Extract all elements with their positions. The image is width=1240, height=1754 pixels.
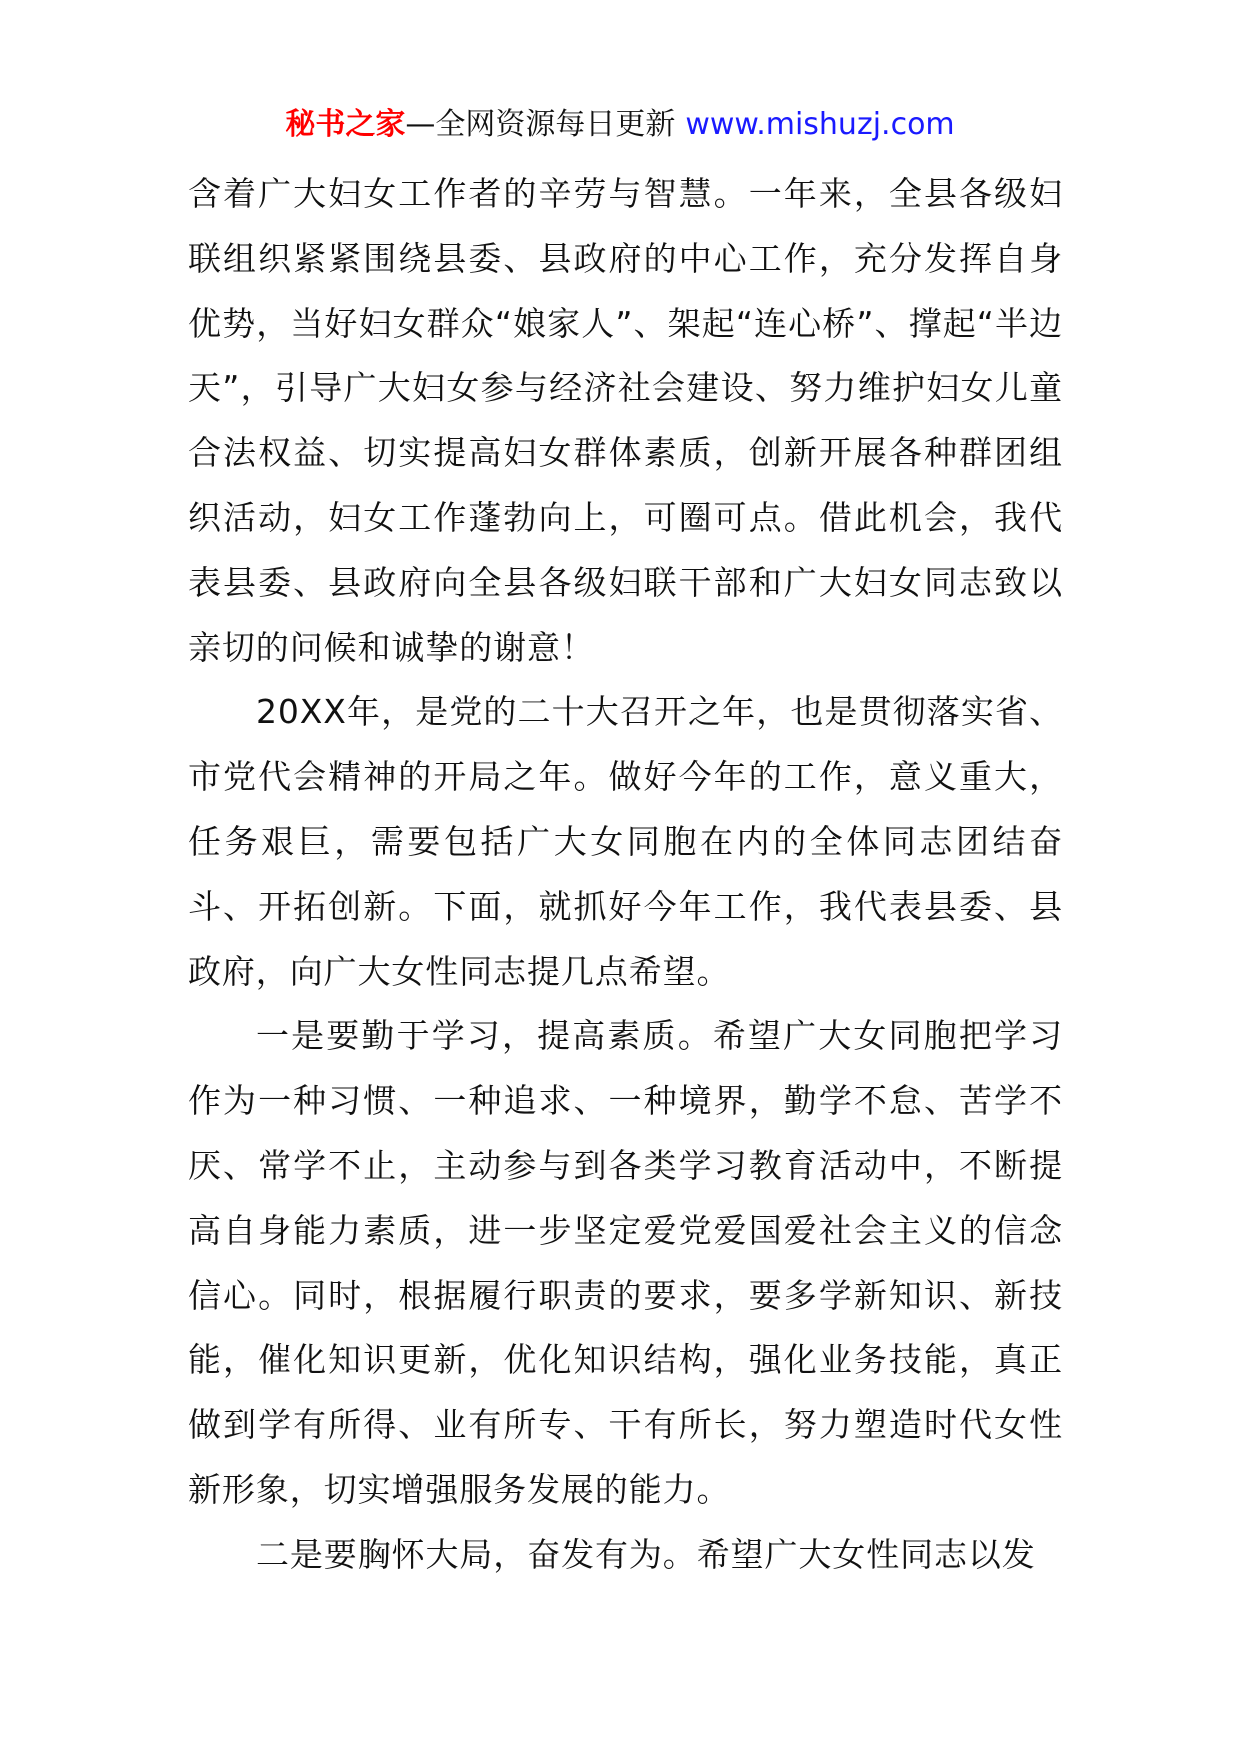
paragraph-point-two: 二是要胸怀大局，奋发有为。希望广大女性同志以发 bbox=[256, 1534, 1036, 1574]
site-header bbox=[0, 104, 1240, 146]
site-url-link[interactable]: www.mishuzj.com bbox=[685, 107, 955, 142]
paragraph-continuation: 含着广大妇女工作者的辛劳与智慧。一年来，全县各级妇联组织紧紧围绕县委、县政府的中心工作，充分发挥自身优势，当好妇女群众“娘家人”、架起“连心桥”、撑起“半边天”，引导广大妇女参与经济社会建设、努力维护妇女儿童合法权益、切实提高妇女群体素质，创新开展各种群团组织活动，妇女工作蓬勃向上，可圈可点。借此机会，我代表县委、县政府向全县各级妇联干部和广大妇女同志致以亲切的问候和诚挚的谢意！ bbox=[188, 174, 1063, 667]
paragraph-point-one: 一是要勤于学习，提高素质。希望广大女同胞把学习作为一种习惯、一种追求、一种境界，勤学不怠、苦学不厌、常学不止，主动参与到各类学习教育活动中，不断提高自身能力素质，进一步坚定爱党爱国爱社会主义的信念信心。同时，根据履行职责的要求，要多学新知识、新技能，催化知识更新，优化知识结构，强化业务技能，真正做到学有所得、业有所专、干有所长，努力塑造时代女性新形象，切实增强服务发展的能力。 bbox=[188, 1016, 1063, 1509]
site-brand: 秘书之家 bbox=[285, 107, 406, 142]
paragraph-year-overview: 20XX年，是党的二十大召开之年，也是贯彻落实省、市党代会精神的开局之年。做好今年的工作，意义重大，任务艰巨，需要包括广大女同胞在内的全体同志团结奋斗、开拓创新。下面，就抓好今年工作，我代表县委、县政府，向广大女性同志提几点希望。 bbox=[188, 692, 1063, 991]
site-tagline: —全网资源每日更新 bbox=[405, 107, 676, 142]
document-body bbox=[188, 162, 1063, 1588]
